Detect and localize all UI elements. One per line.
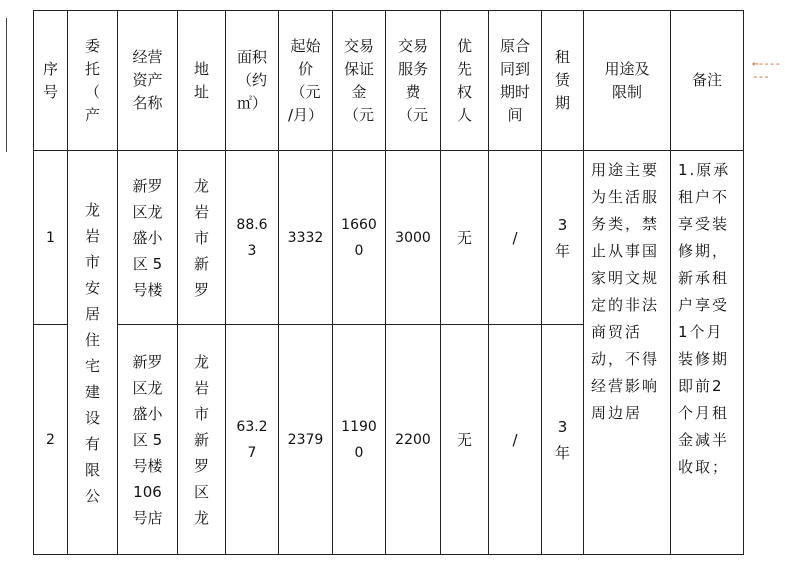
table-row: [34, 151, 744, 325]
header-asset-name: 经营 资产 名称: [118, 11, 178, 151]
area-cell: 88.6 3: [226, 151, 279, 325]
header-area: 面积 （约 ㎡）: [226, 11, 279, 151]
header-address: 地 址: [178, 11, 226, 151]
comment-arrow-icon: ←-------: [752, 57, 781, 83]
header-priority: 优 先 权 人: [441, 11, 489, 151]
address-cell: 龙 岩 市 新 罗 区 龙: [178, 325, 226, 555]
remarks-cell: 1.原承租户不享受装修期，新承租户享受1个月装修期即前2个月租金减半收取；: [671, 151, 744, 555]
header-lease-term: 租 赁 期: [542, 11, 584, 151]
original-contract-cell: /: [489, 151, 542, 325]
header-original-contract: 原合 同到 期时 间: [489, 11, 542, 151]
address-cell: 龙 岩 市 新 罗: [178, 151, 226, 325]
lease-term-cell: 3 年: [542, 151, 584, 325]
header-seq: 序 号: [34, 11, 68, 151]
start-price-cell: 2379: [279, 325, 333, 555]
entrust-cell: 龙 岩 市 安 居 住 宅 建 设 有 限 公: [68, 151, 118, 555]
header-start-price: 起始 价 （元 /月）: [279, 11, 333, 151]
row-seq: 2: [34, 325, 68, 555]
start-price-cell: 3332: [279, 151, 333, 325]
original-contract-cell: /: [489, 325, 542, 555]
asset-name-cell: 新罗 区龙 盛小 区 5 号楼 106 号店: [118, 325, 178, 555]
asset-name-cell: 新罗 区龙 盛小 区 5 号楼: [118, 151, 178, 325]
priority-cell: 无: [441, 325, 489, 555]
header-entrust: 委 托 （ 产: [68, 11, 118, 151]
header-row: [34, 11, 744, 151]
header-deposit: 交易 保证 金 （元: [333, 11, 386, 151]
header-usage: 用途及 限制: [584, 11, 671, 151]
row-seq: 1: [34, 151, 68, 325]
area-cell: 63.2 7: [226, 325, 279, 555]
deposit-cell: 1660 0: [333, 151, 386, 325]
header-remarks: 备注: [671, 11, 744, 151]
margin-line: [6, 18, 7, 152]
usage-cell: 用途主要为生活服务类，禁止从事国家明文规定的非法商贸活动，不得经营影响周边居: [584, 151, 671, 555]
asset-lease-table: [33, 10, 744, 555]
priority-cell: 无: [441, 151, 489, 325]
deposit-cell: 1190 0: [333, 325, 386, 555]
service-fee-cell: 2200: [386, 325, 441, 555]
lease-term-cell: 3 年: [542, 325, 584, 555]
service-fee-cell: 3000: [386, 151, 441, 325]
header-service-fee: 交易 服务 费 （元: [386, 11, 441, 151]
